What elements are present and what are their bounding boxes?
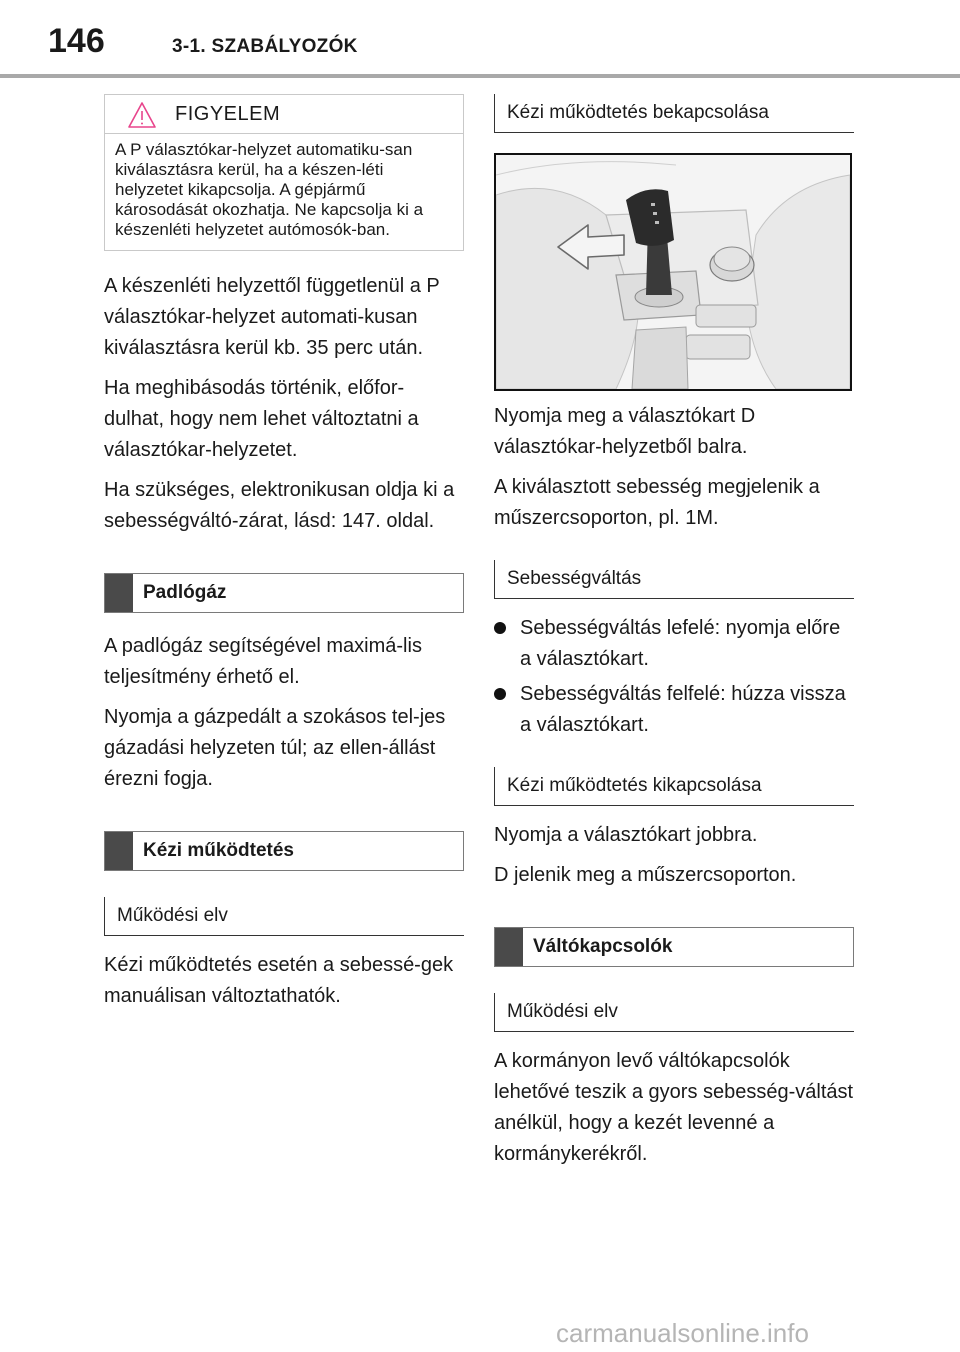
left-column <box>104 94 464 1021</box>
list-item-text: Sebességváltás lefelé: nyomja előre a választókart. <box>520 617 841 670</box>
paragraph: Kézi működtetés esetén a sebessé-gek manuálisan változtathatók. <box>104 954 454 1007</box>
gear-selector-illustration <box>494 153 852 391</box>
bullet-list <box>494 613 854 741</box>
warning-header <box>105 95 463 134</box>
subheading-kikapcsolasa <box>494 767 854 806</box>
subheading-mukodesi-elv-2 <box>494 993 854 1032</box>
warning-triangle-icon <box>127 101 157 129</box>
list-item <box>494 679 854 741</box>
heading-label: Padlógáz <box>143 582 227 603</box>
list-item <box>494 613 854 675</box>
subheading-bekapcsolasa <box>494 94 854 133</box>
list-item-text: Sebességváltás felfelé: húzza vissza a választókart. <box>520 683 846 736</box>
warning-text: A P választókar-helyzet automatiku-san kiválasztásra kerül, ha a készen-léti helyzetet kikapcsolja. A gépjármű károsodását okozhatja. Ne kapcsolja ki a készenléti helyzetet autómosók-ban. <box>115 140 424 239</box>
bullet-dot-icon <box>494 622 506 634</box>
warning-box <box>104 94 464 251</box>
paragraph: D jelenik meg a műszercsoporton. <box>494 864 797 886</box>
paragraph: Nyomja meg a választókart D választókar-helyzetből balra. <box>494 405 756 458</box>
warning-title: FIGYELEM <box>175 103 281 125</box>
paragraph: Nyomja a gázpedált a szokásos tel-jes gázadási helyzeten túl; az ellen-állást érezni fogja. <box>104 706 446 790</box>
subheading-sebessegvaltas <box>494 560 854 599</box>
heading-label: Váltókapcsolók <box>533 936 673 957</box>
heading-tab <box>105 574 133 612</box>
right-column <box>494 94 854 1179</box>
paragraph: A padlógáz segítségével maximá-lis teljesítmény érhető el. <box>104 635 422 688</box>
heading-valtokapcsolok <box>494 927 854 967</box>
header-divider <box>0 74 960 78</box>
subheading-label: Sebességváltás <box>507 568 642 589</box>
paragraph: Ha szükséges, elektronikusan oldja ki a sebességváltó-zárat, lásd: 147. oldal. <box>104 479 455 532</box>
heading-kezi-mukodtetes <box>104 831 464 871</box>
page-header <box>0 0 960 76</box>
heading-tab <box>105 832 133 870</box>
heading-padlogaz <box>104 573 464 613</box>
watermark: carmanualsonline.info <box>556 1318 809 1348</box>
subheading-label: Működési elv <box>507 1001 618 1022</box>
gear-selector-drawing <box>496 155 850 389</box>
heading-tab <box>495 928 523 966</box>
paragraph: Nyomja a választókart jobbra. <box>494 824 758 846</box>
paragraph: Ha meghibásodás történik, előfor-dulhat, hogy nem lehet változtatni a választókar-helyzetet. <box>104 377 419 461</box>
heading-label: Kézi működtetés <box>143 840 294 861</box>
page-number: 146 <box>48 22 105 60</box>
subheading-label: Kézi működtetés kikapcsolása <box>507 775 762 796</box>
subheading-label: Működési elv <box>117 905 228 926</box>
subheading-mukodesi-elv <box>104 897 464 936</box>
section-title: 3-1. SZABÁLYOZÓK <box>172 36 358 57</box>
paragraph: A készenléti helyzettől függetlenül a P választókar-helyzet automati-kusan kiválasztásra kerül kb. 35 perc után. <box>104 275 440 359</box>
paragraph: A kiválasztott sebesség megjelenik a műszercsoporton, pl. 1M. <box>494 476 820 529</box>
subheading-label: Kézi működtetés bekapcsolása <box>507 102 769 123</box>
paragraph: A kormányon levő váltókapcsolók lehetővé teszik a gyors sebesség-váltást anélkül, hogy a kezét levenné a kormánykerékről. <box>494 1050 854 1165</box>
bullet-dot-icon <box>494 688 506 700</box>
